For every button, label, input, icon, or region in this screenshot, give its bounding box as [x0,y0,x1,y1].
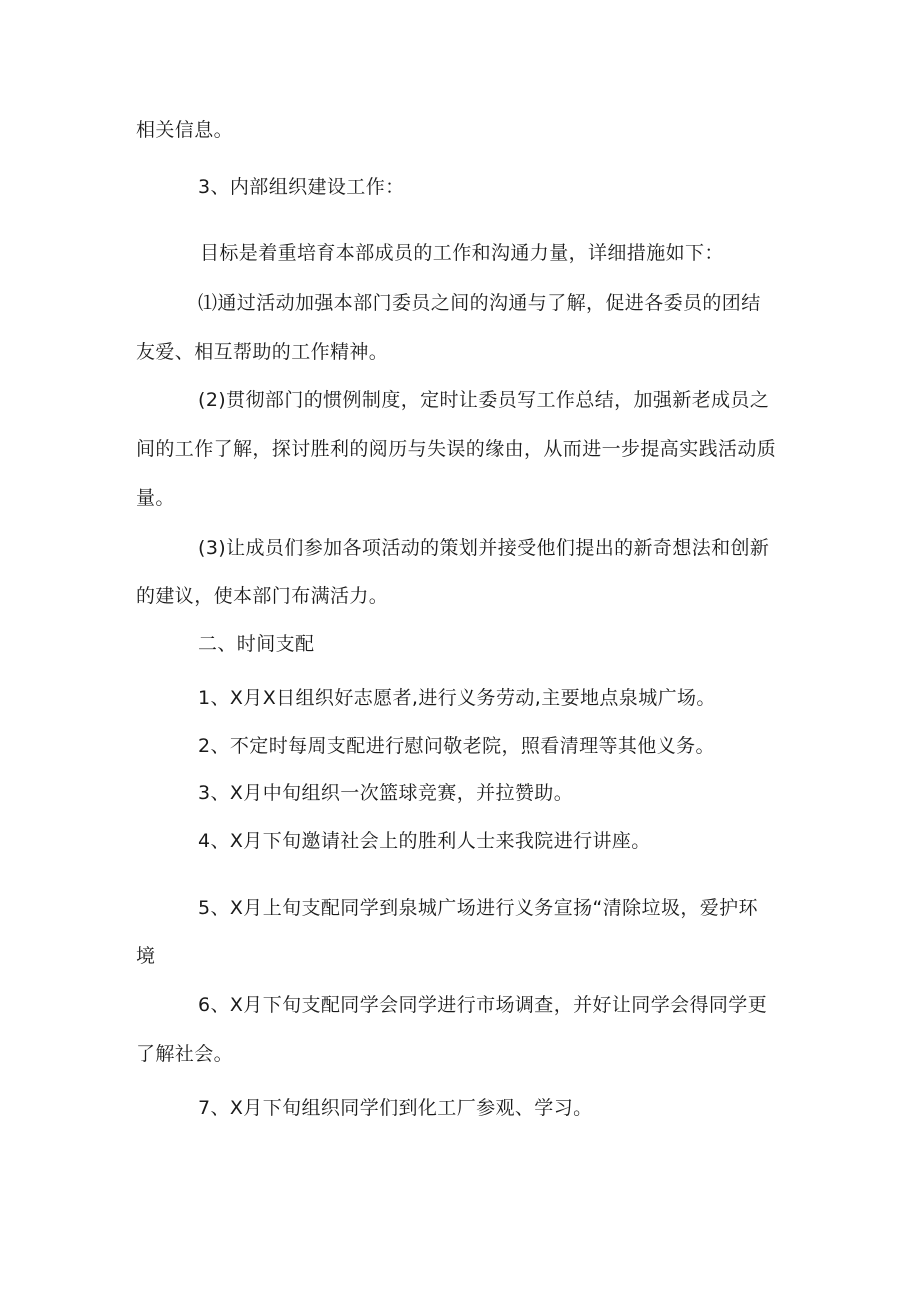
text-line: 量。 [136,487,175,509]
text-line: 了解社会。 [136,1043,234,1065]
text-line: 相关信息。 [136,119,234,141]
list-item: 2、不定时每周支配进行慰问敬老院，照看清理等其他义务。 [198,735,715,757]
list-item: 3、X月中旬组织一次篮球竞赛，并拉赞助。 [198,782,574,804]
list-item: 5、X月上旬支配同学到泉城广场进行义务宣扬“清除垃圾，爱护环 [198,897,758,919]
section-heading: 二、时间支配 [198,633,315,655]
text-line: 的建议，使本部门布满活力。 [136,585,389,607]
text-line: 友爱、相互帮助的工作精神。 [136,341,389,363]
section-heading: 3、内部组织建设工作： [198,176,405,198]
text-line: 境 [136,945,156,967]
text-line: 间的工作了解，探讨胜利的阅历与失误的缘由，从而进一步提高实践活动质 [136,438,777,460]
list-item: 4、X月下旬邀请社会上的胜利人士来我院进行讲座。 [198,830,651,852]
list-item: 6、X月下旬支配同学会同学进行市场调查，并好让同学会得同学更 [198,994,768,1016]
text-line: (2)贯彻部门的惯例制度，定时让委员写工作总结，加强新老成员之 [198,389,770,411]
list-item: 7、X月下旬组织同学们到化工厂参观、学习。 [198,1097,593,1119]
list-item: 1、X月X日组织好志愿者,进行义务劳动,主要地点泉城广场。 [198,687,716,709]
text-line: 目标是着重培育本部成员的工作和沟通力量，详细措施如下： [200,242,724,264]
text-line: (3)让成员们参加各项活动的策划并接受他们提出的新奇想法和创新 [198,537,770,559]
text-line: ⑴通过活动加强本部门委员之间的沟通与了解，促进各委员的团结 [198,292,761,314]
